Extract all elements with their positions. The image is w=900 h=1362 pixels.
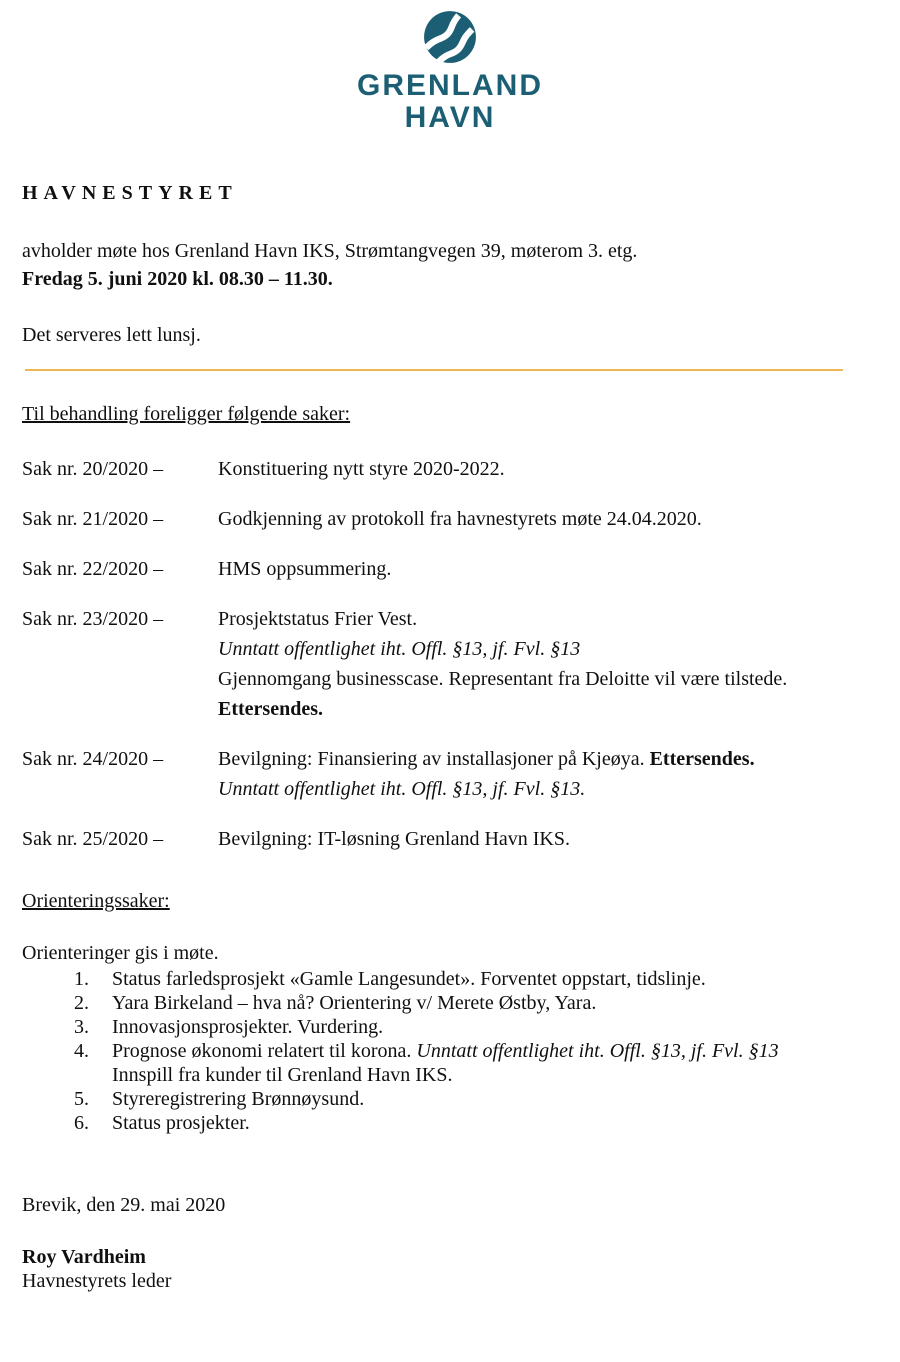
item-line <box>112 967 845 991</box>
item-line <box>112 991 845 1015</box>
item-line <box>218 744 845 774</box>
text-segment: HMS oppsummering. <box>218 558 392 580</box>
text-segment: Bevilgning: IT-løsning Grenland Havn IKS. <box>218 828 571 850</box>
item-line <box>218 664 845 694</box>
orientation-item <box>22 1087 845 1111</box>
text-segment: Bevilgning: Finansiering av installasjoner på Kjeøya. <box>218 748 650 770</box>
place-date: Brevik, den 29. mai 2020 <box>22 1194 226 1216</box>
brand-name-line1: GRENLAND <box>357 69 543 102</box>
text-segment: Styreregistrering Brønnøysund. <box>112 1088 365 1110</box>
text-segment: Unntatt offentlighet iht. Offl. §13, jf. Fvl. §13 <box>416 1040 779 1062</box>
text-segment: Innovasjonsprosjekter. Vurdering. <box>112 1016 384 1038</box>
item-line <box>218 694 845 724</box>
item-line <box>112 1063 845 1087</box>
orientation-item <box>22 1039 845 1087</box>
item-line <box>218 454 845 484</box>
text-segment: Status farledsprosjekt «Gamle Langesundet». Forventet oppstart, tidslinje. <box>112 968 706 990</box>
document-title: HAVNESTYRET <box>22 182 238 204</box>
item-line <box>218 554 845 584</box>
item-lines <box>112 1087 845 1111</box>
lunch-note: Det serveres lett lunsj. <box>22 324 201 346</box>
item-number: 4. <box>74 1040 89 1062</box>
text-segment: Yara Birkeland – hva nå? Orientering v/ Merete Østby, Yara. <box>112 992 597 1014</box>
item-line <box>218 824 845 854</box>
item-number: 3. <box>74 1016 89 1038</box>
item-lines <box>218 744 845 804</box>
text-segment: Ettersendes. <box>649 748 755 770</box>
item-line <box>218 604 845 634</box>
case-number: Sak nr. 22/2020 – <box>22 558 164 580</box>
meeting-location-line: avholder møte hos Grenland Havn IKS, Strømtangvegen 39, møterom 3. etg. <box>22 240 638 262</box>
case-number: Sak nr. 21/2020 – <box>22 508 164 530</box>
orientation-heading: Orienteringssaker: <box>22 890 170 912</box>
item-line <box>112 1087 845 1111</box>
text-segment: Innspill fra kunder til Grenland Havn IKS. <box>112 1064 453 1086</box>
case-number: Sak nr. 23/2020 – <box>22 608 164 630</box>
case-number: Sak nr. 24/2020 – <box>22 748 164 770</box>
item-lines <box>112 1015 845 1039</box>
gold-divider <box>25 369 843 371</box>
text-segment: Konstituering nytt styre 2020-2022. <box>218 458 505 480</box>
agenda-item <box>22 454 845 484</box>
case-number: Sak nr. 20/2020 – <box>22 458 164 480</box>
meeting-datetime-line: Fredag 5. juni 2020 kl. 08.30 – 11.30. <box>22 268 333 290</box>
text-segment: Prognose økonomi relatert til korona. <box>112 1040 417 1062</box>
item-number: 2. <box>74 992 89 1014</box>
item-number: 5. <box>74 1088 89 1110</box>
agenda-item <box>22 824 845 854</box>
item-line <box>218 504 845 534</box>
text-segment: Unntatt offentlighet iht. Offl. §13, jf. Fvl. §13. <box>218 778 586 800</box>
orientation-item <box>22 967 845 991</box>
text-segment: Prosjektstatus Frier Vest. <box>218 608 418 630</box>
item-line <box>112 1015 845 1039</box>
orientation-item <box>22 991 845 1015</box>
text-segment: Gjennomgang businesscase. Representant fra Deloitte vil være tilstede. <box>218 668 788 690</box>
orientation-list <box>22 967 845 1135</box>
item-lines <box>112 1039 845 1087</box>
item-lines <box>112 991 845 1015</box>
item-lines <box>112 967 845 991</box>
agenda-item <box>22 504 845 534</box>
orientation-intro: Orienteringer gis i møte. <box>22 942 219 964</box>
item-lines <box>218 504 845 534</box>
text-segment: Unntatt offentlighet iht. Offl. §13, jf. Fvl. §13 <box>218 638 581 660</box>
agenda-heading: Til behandling foreligger følgende saker: <box>22 403 351 425</box>
brand-name-line2: HAVN <box>404 101 496 134</box>
orientation-item <box>22 1015 845 1039</box>
item-line <box>218 634 845 664</box>
item-lines <box>112 1111 845 1135</box>
orientation-item <box>22 1111 845 1135</box>
item-number: 6. <box>74 1112 89 1134</box>
item-line <box>112 1039 845 1063</box>
signature-name: Roy Vardheim <box>22 1246 146 1268</box>
agenda-item <box>22 554 845 584</box>
agenda-list <box>22 454 845 854</box>
case-number: Sak nr. 25/2020 – <box>22 828 164 850</box>
item-number: 1. <box>74 968 89 990</box>
agenda-item <box>22 744 845 804</box>
item-lines <box>218 454 845 484</box>
signature-title: Havnestyrets leder <box>22 1270 172 1292</box>
text-segment: Godkjenning av protokoll fra havnestyrets møte 24.04.2020. <box>218 508 702 530</box>
text-segment: Status prosjekter. <box>112 1112 250 1134</box>
item-line <box>218 774 845 804</box>
grenland-havn-wave-icon <box>423 10 477 64</box>
item-lines <box>218 824 845 854</box>
item-lines <box>218 604 845 724</box>
meeting-intro <box>22 237 845 293</box>
agenda-item <box>22 604 845 724</box>
item-lines <box>218 554 845 584</box>
company-logo <box>0 0 900 134</box>
text-segment: Ettersendes. <box>218 698 323 720</box>
item-line <box>112 1111 845 1135</box>
